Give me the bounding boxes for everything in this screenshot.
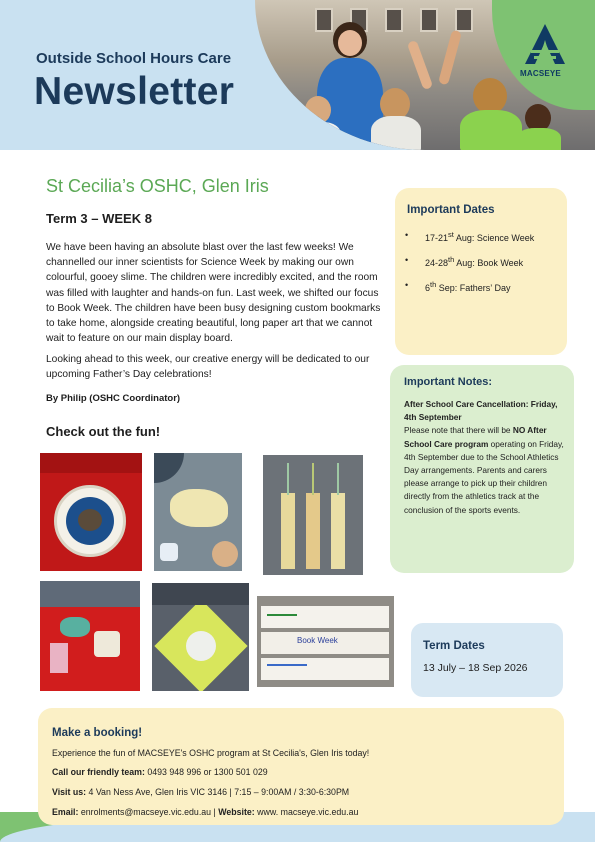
important-notes-box xyxy=(390,365,574,573)
booking-intro: Experience the fun of MACSEYE's OSHC program at St Cecilia's, Glen Iris today! xyxy=(52,748,370,758)
term-dates-box xyxy=(411,623,563,697)
photo-child xyxy=(371,116,421,150)
important-dates-title: Important Dates xyxy=(407,204,495,216)
booking-title: Make a booking! xyxy=(52,727,143,739)
photo-window xyxy=(385,8,403,32)
macseye-logo-icon xyxy=(521,22,569,68)
date-item: • 6th Sep: Fathers’ Day xyxy=(425,274,557,299)
photo-child xyxy=(473,78,507,114)
term-heading: Term 3 – WEEK 8 xyxy=(46,211,152,226)
photos-heading: Check out the fun! xyxy=(46,424,161,439)
important-notes-body: After School Care Cancellation: Friday, 4th September Please note that there will be NO After School Care program operating on Friday, 4th September due to the School Athletics Day arrangements. Parents and carers please arrange to pick up their children directly from the athletics track at the conclusion of the sports events. xyxy=(404,399,564,515)
byline: By Philip (OSHC Coordinator) xyxy=(46,393,181,404)
date-item: • 17-21st Aug: Science Week xyxy=(425,224,557,249)
header-subtitle: Outside School Hours Care xyxy=(36,50,232,67)
photo-window xyxy=(420,8,438,32)
date-item: • 24-28th Aug: Book Week xyxy=(425,249,557,274)
photo-slime-plate xyxy=(40,453,142,571)
photo-window xyxy=(315,8,333,32)
photo-child xyxy=(460,110,522,150)
paper-art-text: Book Week xyxy=(297,636,338,645)
photo-play-dough xyxy=(40,581,140,691)
booking-address: Visit us: 4 Van Ness Ave, Glen Iris VIC 3146 | 7:15 – 9:00AM / 3:30-6:30PM xyxy=(52,787,350,797)
booking-phone: Call our friendly team: 0493 948 996 or 1300 501 029 xyxy=(52,767,268,777)
header-title: Newsletter xyxy=(34,70,235,113)
photo-child xyxy=(297,122,341,150)
important-notes-title: Important Notes: xyxy=(404,376,492,388)
important-dates-box xyxy=(395,188,567,355)
booking-contact: Email: enrolments@macseye.vic.edu.au | Website: www. macseye.vic.edu.au xyxy=(52,807,359,817)
phone-numbers[interactable]: 0493 948 996 or 1300 501 029 xyxy=(144,767,268,777)
photo-slime-table xyxy=(154,453,242,571)
logo-text: MACSEYE xyxy=(520,69,561,78)
photo-child xyxy=(517,128,561,150)
photo-child xyxy=(305,96,331,124)
website-link[interactable]: www. macseye.vic.edu.au xyxy=(254,807,359,817)
paragraph: We have been having an absolute blast over the last few weeks! We channelled our inner scientists for Science Week by making our own colourful, gooey slime. The children were incredibly excited, and the room was filled with laughter and hands-on fun. Last week, we shifted our focus to Book Week. The children have been busy designing custom bookmarks to take home, alongside creating beautiful, long paper art that we cannot wait to feature on our main display board. xyxy=(46,242,381,345)
email-link[interactable]: enrolments@macseye.vic.edu.au | xyxy=(78,807,219,817)
photo-slime-sorting xyxy=(152,583,249,691)
photo-raised-arm xyxy=(407,40,433,90)
school-name: St Cecilia’s OSHC, Glen Iris xyxy=(46,176,269,196)
term-dates-title: Term Dates xyxy=(423,640,485,652)
photo-raised-arm xyxy=(438,30,462,86)
photo-bookmarks xyxy=(263,455,363,575)
paragraph: Looking ahead to this week, our creative energy will be dedicated to our upcoming Father’s Day celebrations! xyxy=(46,354,370,381)
term-dates-value: 13 July – 18 Sep 2026 xyxy=(423,662,528,674)
notes-heading: After School Care Cancellation: Friday, 4th September xyxy=(404,399,558,423)
photo-person xyxy=(338,30,362,56)
photo-window xyxy=(455,8,473,32)
newsletter-header xyxy=(0,0,595,150)
important-dates-list xyxy=(425,224,557,299)
photo-paper-art xyxy=(257,596,394,687)
booking-box xyxy=(38,708,564,825)
